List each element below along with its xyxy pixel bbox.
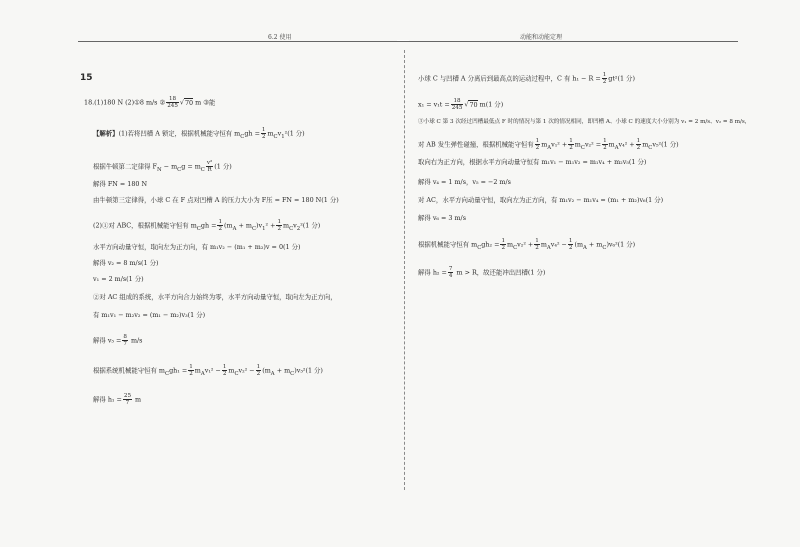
header-rule xyxy=(78,41,738,42)
right-line-5: 取向右为正方向，根据水平方向动量守恒有 m₁v₁ − m₁v₂ = m₁v₄ + m₂v₅(1 分) xyxy=(418,158,647,166)
right-line-9: 根据机械能守恒有 $m_Cgh_2$ = $\frac{1}{2}$ $m_Cv_2^2$ + $\frac{1}{2}$ $m_Av_4^2$ − $\frac{1}{2}$ $(m_A + m_C)v_6^2(1$ 分) xyxy=(418,238,636,251)
solution-line-8: v₁ = 2 m/s(1 分) xyxy=(93,275,144,283)
solution-line-5: (2)①对 ABC，根据机械能守恒有 $m_Cgh$ = $\frac{1}{2}$ $(m_A + m_C)v_1^2$ + $\frac{1}{2}$ $m_Cv_2^2(1$ 分) xyxy=(93,219,321,232)
solution-line-4: 由牛顿第三定律得，小球 C 在 F 点对凹槽 A 的压力大小为 F压 = FN = 180 N(1 分) xyxy=(93,196,339,204)
solution-line-13: 解得 h₁ = $\frac{25}{7}$ m xyxy=(93,393,142,406)
right-line-4: 对 AB 发生弹性碰撞，根据机械能守恒有 $\frac{1}{2}$ $m_Av_1^2$ + $\frac{1}{2}$ $m_Cv_2^2$ = $\frac{1}{2}$ $m_Av_4^2$ + $\frac{1}{2}$ $m_Cv_5^2(1$ 分) xyxy=(418,138,679,151)
solution-line-7: 解得 v₂ = 8 m/s(1 分) xyxy=(93,259,159,267)
solution-line-10: 有 m₁v₁ − m₂v₂ = (m₁ − m₂)v₃(1 分) xyxy=(93,311,206,319)
header-right-title: 动能和动能定理 xyxy=(520,34,563,41)
column-divider xyxy=(404,50,405,490)
solution-line-12: 根据系统机械能守恒有 $m_Cgh_1$ = $\frac{1}{2}$ $m_Av_1^2$ − $\frac{1}{2}$ $m_Cv_2^2$ − $\frac{1}{2}$ $(m_A + m_C)v_3^2(1$ 分) xyxy=(93,364,323,377)
question-number: 15 xyxy=(80,73,93,83)
header-left-title: 6.2 使用 xyxy=(268,34,292,41)
solution-line-11: 解得 v₃ = $\frac{8}{7}$ m/s xyxy=(93,334,143,347)
solution-line-2: 根据牛顿第二定律得 $F_N - m_Cg = m_C$ $\frac{\text{v²}}{R}$ (1 分) xyxy=(93,160,232,173)
right-line-6: 解得 v₄ = 1 m/s，v₅ = −2 m/s xyxy=(418,178,511,186)
right-line-3: ③小球 C 第 3 次经过凹槽最低点 F 时的情况与第 1 次的情况相同，即凹槽 A、小球 C 的速度大小分别为 v₁ = 2 m/s、v₂ = 8 m/s， xyxy=(418,119,751,125)
solution-line-3: 解得 FN = 180 N xyxy=(93,180,148,188)
answer-summary: 18.(1)180 N (2)①8 m/s ② $\frac{18}{245}$ √70 m ③能 xyxy=(84,96,216,109)
header-rule-gap xyxy=(397,40,409,41)
right-line-10: 解得 h₂ = $\frac{7}{4}$ m > R，故还能冲出凹槽(1 分) xyxy=(418,266,546,279)
right-line-1: 小球 C 与凹槽 A 分离后到最高点的运动过程中，C 有 h₁ − R = $\frac{1}{2}$ gt²(1 分) xyxy=(418,72,635,85)
right-line-7: 对 AC，水平方向动量守恒，取向左为正方向，有 m₁v₂ − m₁v₄ = (m₁ + m₂)v₆(1 分) xyxy=(418,196,664,204)
right-line-8: 解得 v₆ = 3 m/s xyxy=(418,214,466,222)
solution-line-1: 【解析】(1)若将凹槽 A 锁定，根据机械能守恒有 $m_Cgh$ = $\frac{1}{2}$ $m_Cv_1^2(1$ 分) xyxy=(93,127,305,140)
right-line-2: x₁ = v₁t = $\frac{18}{245}$ √70 m(1 分) xyxy=(418,98,504,111)
solution-line-6: 水平方向动量守恒，取向左为正方向，有 m₁v₂ − (m₁ + m₂)v = 0(1 分) xyxy=(93,243,301,251)
solution-line-9: ②对 AC 组成的系统，水平方向合力始终为零，水平方向动量守恒，取向左为正方向， xyxy=(93,293,337,301)
